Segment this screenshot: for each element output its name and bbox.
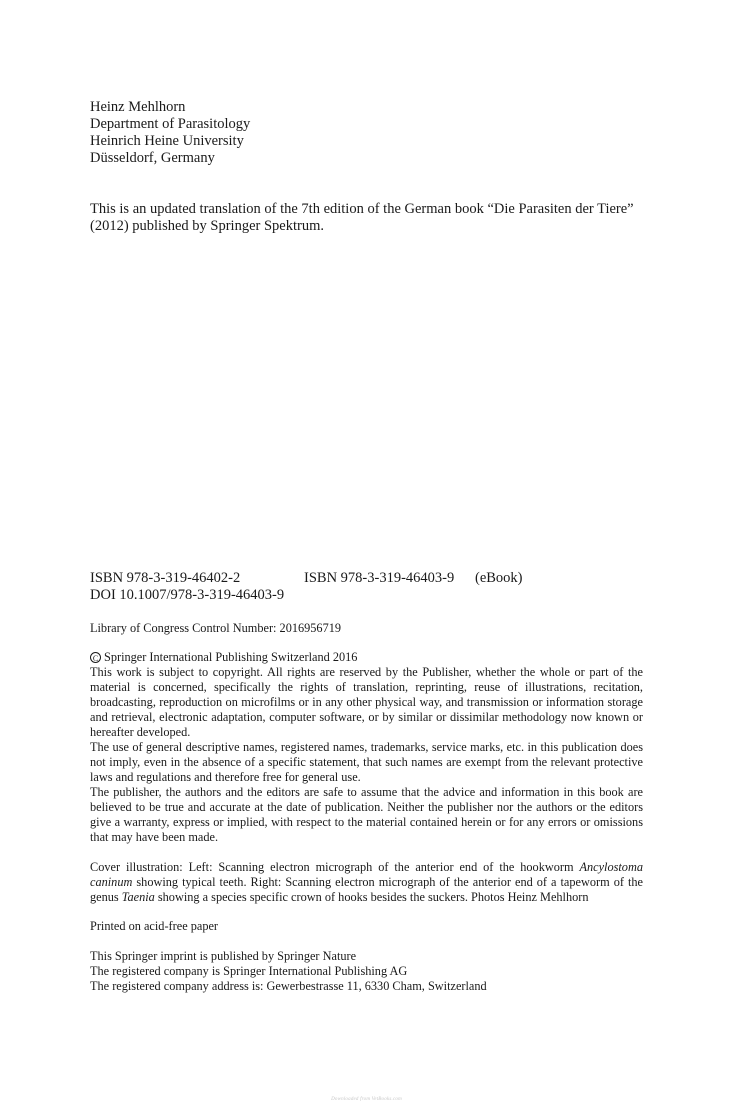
isbn-print: ISBN 978-3-319-46402-2 xyxy=(90,570,241,586)
doi: DOI 10.1007/978-3-319-46403-9 xyxy=(90,587,285,603)
lccn: Library of Congress Control Number: 2016956719 xyxy=(90,621,342,635)
author-city: Düsseldorf, Germany xyxy=(90,150,215,166)
cover-text-3: showing a species specific crown of hooks besides the suckers. Photos Heinz Mehlhorn xyxy=(154,890,589,904)
copyright-paragraph-3: The publisher, the authors and the editors are safe to assume that the advice and information in this book are believed to be true and accurate at the date of publication. Neither the publisher nor the authors or the editors give a warranty, express or implied, with respect to the material contained herein or for any errors or omissions that may have been made. xyxy=(90,785,643,844)
translation-note: This is an updated translation of the 7th edition of the German book “Die Parasiten der Tiere” (2012) published by Springer Spektrum. xyxy=(90,201,634,234)
download-watermark: Downloaded from VetBooks.com xyxy=(331,1097,402,1102)
author-department: Department of Parasitology xyxy=(90,116,251,132)
paper-note: Printed on acid-free paper xyxy=(90,919,219,933)
cover-text-1: Cover illustration: Left: Scanning electron micrograph of the anterior end of the hookworm xyxy=(90,860,580,874)
isbn-ebook-label: (eBook) xyxy=(475,570,523,586)
author-university: Heinrich Heine University xyxy=(90,133,244,149)
author-name: Heinz Mehlhorn xyxy=(90,99,186,115)
genus-name-taenia: Taenia xyxy=(121,890,155,904)
imprint-block xyxy=(90,949,643,994)
isbn-ebook: ISBN 978-3-319-46403-9 xyxy=(304,570,455,586)
imprint-line-1: This Springer imprint is published by Springer Nature xyxy=(90,949,357,963)
imprint-line-2: The registered company is Springer International Publishing AG xyxy=(90,964,408,978)
cover-illustration-note xyxy=(90,860,643,905)
cover-text-2: showing typical teeth. Right: Scanning electron micrograph of the anterior end of a tapeworm of the genus xyxy=(90,875,643,904)
author-address xyxy=(90,99,643,167)
species-name-ancylostoma: Ancylostoma caninum xyxy=(90,860,643,889)
copyright-holder: Springer International Publishing Switzerland 2016 xyxy=(104,650,358,664)
imprint-line-3: The registered company address is: Gewerbestrasse 11, 6330 Cham, Switzerland xyxy=(90,979,487,993)
copyright-notice xyxy=(90,650,643,845)
copyright-paragraph-2: The use of general descriptive names, registered names, trademarks, service marks, etc. in this publication does not imply, even in the absence of a specific statement, that such names are exempt from the relevant protective laws and regulations and therefore free for general use. xyxy=(90,740,643,784)
copyright-paragraph-1: This work is subject to copyright. All rights are reserved by the Publisher, whether the whole or part of the material is concerned, specifically the rights of translation, reprinting, reuse of illustrations, recitation, broadcasting, reproduction on microfilms or in any other physical way, and transmission or information storage and retrieval, electronic adaptation, computer software, or by similar or dissimilar methodology now known or hereafter developed. xyxy=(90,665,643,739)
copyright-icon: C xyxy=(90,652,101,663)
isbn-block xyxy=(90,570,643,604)
